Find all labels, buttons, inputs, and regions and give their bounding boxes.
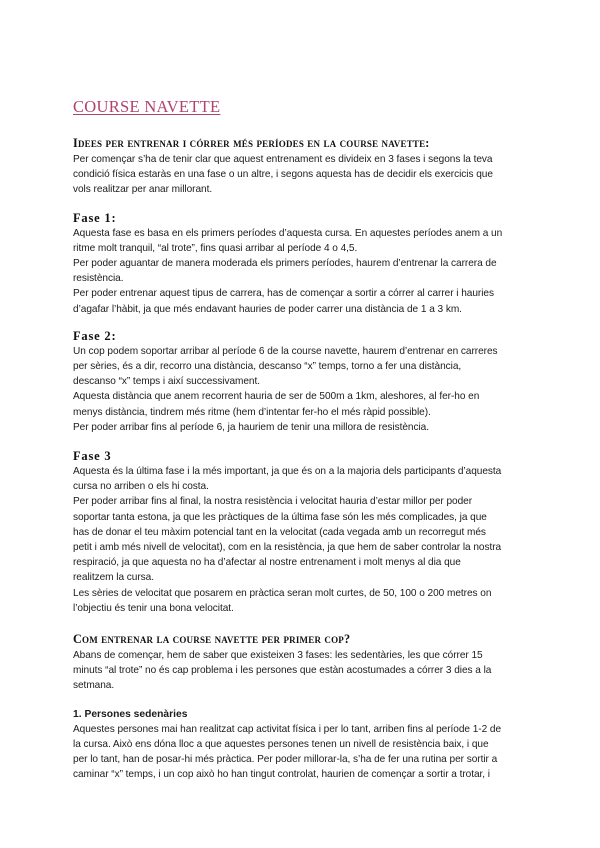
fase1-heading: Fase 1: (73, 210, 117, 225)
text-line: soportar tanta estona, ja que les pràctiques de la última fase són les més complicades, ja que (73, 511, 487, 523)
text-line: cursa no arriben o els hi costa. (73, 481, 209, 493)
text-line: Abans de començar, hem de saber que existeixen 3 fases: les sedentàries, les que córrer 15 (73, 650, 483, 662)
text-line: Per poder arribar fins al final, la nostra resistència i velocitat hauria d’estar millor per poder (73, 496, 473, 508)
text-line: Per poder aguantar de manera moderada els primers períodes, haurem d’entrenar la carrera de (73, 258, 497, 270)
fase2-paragraph (73, 344, 533, 435)
text-line: d’agafar l’hàbit, ja que més endavant hauries de poder carrer una distància de 1 a 3 km. (73, 303, 462, 315)
text-line: resistència. (73, 273, 124, 285)
text-line: Un cop podem soportar arribar al període 6 de la course navette, haurem d’entrenar en carreres (73, 345, 498, 357)
text-line: per sèries, és a dir, recorro una distància, descanso “x” temps, torno a fer una distància, (73, 361, 462, 373)
text-line: menys distància, tindrem més ritme (hem d’intentar fer-ho el més ràpid possible). (73, 406, 431, 418)
text-line: Per començar s’ha de tenir clar que aquest entrenament es divideix en 3 fases i segons la teva (73, 154, 493, 165)
fase3-heading: Fase 3 (73, 449, 112, 464)
text-line: Aquesta distància que anem recorrent hauria de ser de 500m a 1km, aleshores, al fer-ho en (73, 391, 480, 403)
text-line: realitzem la cursa. (73, 572, 154, 584)
text-line: Per poder entrenar aquest tipus de carrera, has de començar a sortir a córrer al carrer i hauries (73, 288, 494, 300)
text-line: minuts “al trote” no és cap problema i les persones que estàn acostumades a córrer 3 dies a la (73, 665, 492, 677)
text-line: per lo tant, han de posar-hi més pràctica. Per poder millorar-la, s’ha de fer una rutina per sortir a (73, 754, 498, 766)
text-line: Aquesta fase es basa en els primers períodes d’aquesta cursa. En aquestes períodes anem a un (73, 227, 503, 239)
text-line: has de donar el teu màxim potencial tant en la velocitat (cada vegada amb un recorregut més (73, 526, 486, 538)
text-line: petit i amb més nivell de velocitat), com en la resistència, ja que hem de saber controlar la nostra (73, 542, 502, 554)
text-line: Aquestes persones mai han realitzat cap activitat física i per lo tant, arriben fins al període 1-2 de (73, 723, 502, 735)
text-line: condició física estaràs en una fase o un altre, i segons aquesta has de decidir els exercicis que (73, 169, 493, 181)
text-line: Aquesta és la última fase i la més important, ja que és on a la majoria dels participants d’aquesta (73, 466, 502, 478)
primer-cop-heading: Com entrenar la course navette per primer cop? (73, 632, 351, 647)
text-line: setmana. (73, 680, 115, 692)
text-line: vols realitzar per anar millorant. (73, 184, 213, 196)
text-line: l’objectiu és tenir una bona velocitat. (73, 602, 234, 614)
fase2-heading: Fase 2: (73, 328, 117, 343)
fase1-paragraph (73, 226, 533, 317)
persones-heading: 1. Persones sedenàries (73, 708, 188, 720)
text-line: ritme molt tranquil, “al trote”, fins quasi arribar al període 4 o 4,5. (73, 242, 358, 254)
fase3-paragraph (73, 464, 533, 616)
persones-paragraph (73, 722, 533, 783)
text-line: Les sèries de velocitat que posarem en pràctica seran molt curtes, de 50, 100 o 200 metres on (73, 587, 492, 599)
document-body (73, 97, 533, 783)
text-line: respiració, ja que aquesta no ha d’afectar al nostre entrenament i molt menys al dia que (73, 557, 461, 569)
text-line: Per poder arribar fins al període 6, ja hauriem de tenir una millora de resistència. (73, 421, 429, 433)
intro-paragraph (73, 152, 533, 198)
text-line: la cursa. Això ens dóna lloc a que aquestes persones tenen un nivell de resistència baix, i que (73, 738, 489, 750)
primer-cop-paragraph (73, 648, 533, 694)
page-title: COURSE NAVETTE (73, 97, 221, 116)
intro-heading: Idees per entrenar i córrer més períodes en la course navette: (73, 136, 430, 150)
text-line: caminar “x” temps, i un cop això ho han tingut controlat, haurien de començar a sortir a trotar, i (73, 769, 491, 781)
text-line: descanso “x” temps i així successivament. (73, 376, 260, 388)
